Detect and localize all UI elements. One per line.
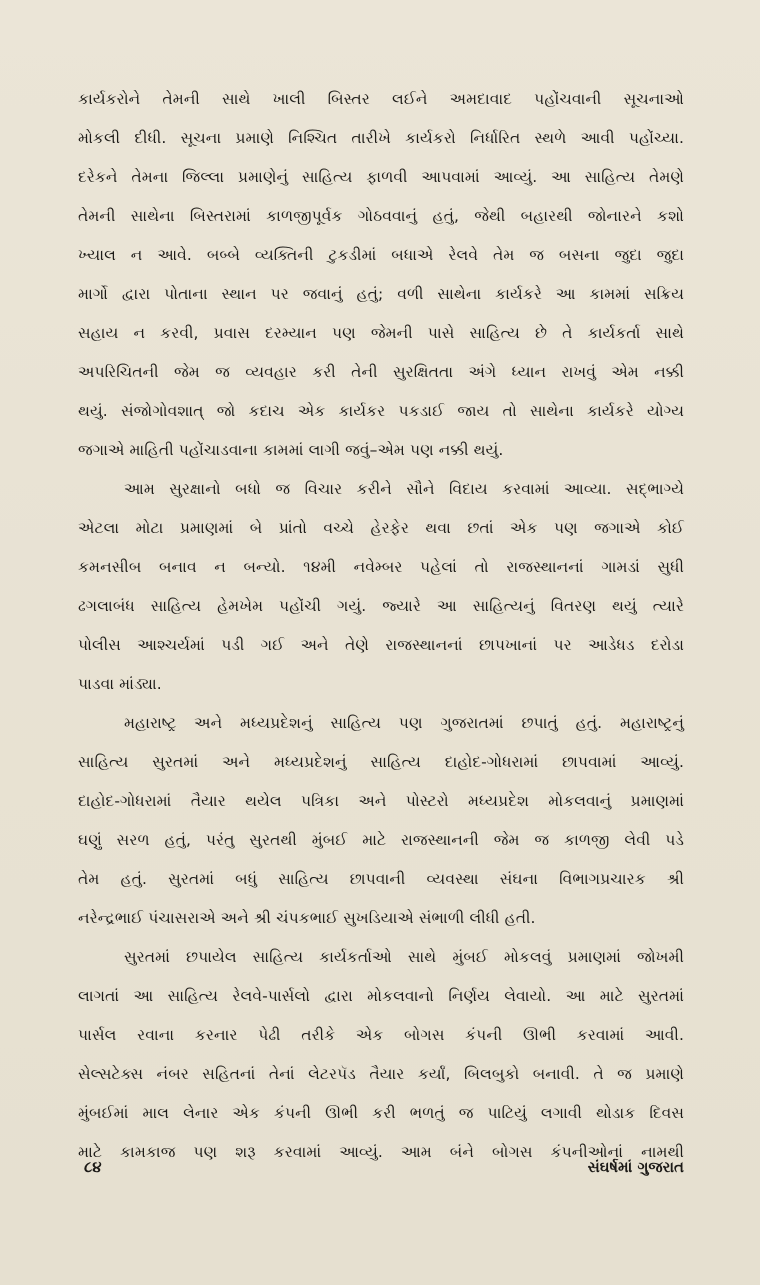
page-footer xyxy=(78,1158,684,1188)
text-line: થયું. સંજોગોવશાત્ જો કદાચ એક કાર્યકર પકડાઈ જાય તો સાથેના કાર્યકરે યોગ્ય xyxy=(78,402,684,420)
text-line: મહારાષ્ટ્ર અને મધ્યપ્રદેશનું સાહિત્ય પણ ગુજરાતમાં છપાતું હતું. મહારાષ્ટ્રનું xyxy=(124,714,684,732)
text-line: જગાએ માહિતી પહોંચાડવાના કામમાં લાગી જવું–એમ પણ નક્કી થયું. xyxy=(78,441,504,459)
text-line: દરેકને તેમના જિલ્લા પ્રમાણેનું સાહિત્ય ફાળવી આપવામાં આવ્યું. આ સાહિત્ય તેમણે xyxy=(78,168,684,186)
body-text xyxy=(78,80,684,1172)
text-line: ઢગલાબંધ સાહિત્ય હેમખેમ પહોંચી ગયું. જ્યારે આ સાહિત્યનું વિતરણ થયું ત્યારે xyxy=(78,597,684,615)
text-line: ઘણું સરળ હતું, પરંતુ સુરતથી મુંબઈ માટે રાજસ્થાનની જેમ જ કાળજી લેવી પડે xyxy=(78,831,684,849)
text-line: આમ સુરક્ષાનો બધો જ વિચાર કરીને સૌને વિદાય કરવામાં આવ્યા. સદ્ભાગ્યે xyxy=(124,480,684,498)
text-line: મોકલી દીધી. સૂચના પ્રમાણે નિશ્ચિત તારીખે કાર્યકરો નિર્ધારિત સ્થળે આવી પહોંચ્યા. xyxy=(78,129,684,147)
text-line: લાગતાં આ સાહિત્ય રેલવે-પાર્સલો દ્વારા મોકલવાનો નિર્ણય લેવાયો. આ માટે સુરતમાં xyxy=(78,987,684,1005)
text-line: સુરતમાં છપાયેલ સાહિત્ય કાર્યકર્તાઓ સાથે મુંબઈ મોકલવું પ્રમાણમાં જોખમી xyxy=(124,948,684,966)
text-line: તેમની સાથેના બિસ્તરામાં કાળજીપૂર્વક ગોઠવવાનું હતું, જેથી બહારથી જોનારને કશો xyxy=(78,207,684,225)
page-number: ૮૪ xyxy=(84,1158,102,1176)
text-line: કમનસીબ બનાવ ન બન્યો. ૧૪મી નવેમ્બર પહેલાં તો રાજસ્થાનનાં ગામડાં સુધી xyxy=(78,558,684,576)
text-line: પાડવા માંડ્યા. xyxy=(78,675,162,693)
text-line: સહાય ન કરવી, પ્રવાસ દરમ્યાન પણ જેમની પાસે સાહિત્ય છે તે કાર્યકર્તા સાથે xyxy=(78,324,684,342)
book-title: સંઘર્ષમાં ગુજરાત xyxy=(587,1158,684,1176)
text-line: સાહિત્ય સુરતમાં અને મધ્યપ્રદેશનું સાહિત્ય દાહોદ-ગોધરામાં છાપવામાં આવ્યું. xyxy=(78,753,684,771)
text-line: મુંબઈમાં માલ લેનાર એક કંપની ઊભી કરી ભળતું જ પાટિયું લગાવી થોડાક દિવસ xyxy=(78,1104,684,1122)
text-line: ખ્યાલ ન આવે. બબ્બે વ્યક્તિની ટુકડીમાં બધાએ રેલવે તેમ જ બસના જુદા જુદા xyxy=(78,246,684,264)
text-line: દાહોદ-ગોધરામાં તૈયાર થયેલ પત્રિકા અને પોસ્ટરો મધ્યપ્રદેશ મોકલવાનું પ્રમાણમાં xyxy=(78,792,684,810)
text-line: પોલીસ આશ્ચર્યમાં પડી ગઈ અને તેણે રાજસ્થાનનાં છાપખાનાં પર આડેધડ દરોડા xyxy=(78,636,684,654)
text-line: પાર્સલ રવાના કરનાર પેઢી તરીકે એક બોગસ કંપની ઊભી કરવામાં આવી. xyxy=(78,1026,684,1044)
text-line: તેમ હતું. સુરતમાં બધું સાહિત્ય છાપવાની વ્યવસ્થા સંઘના વિભાગપ્રચારક શ્રી xyxy=(78,870,684,888)
text-line: નરેન્દ્રભાઈ પંચાસરાએ અને શ્રી ચંપકભાઈ સુખડિયાએ સંભાળી લીધી હતી. xyxy=(78,909,536,927)
text-line: માટે કામકાજ પણ શરૂ કરવામાં આવ્યું. આમ બંને બોગસ કંપનીઓનાં નામથી xyxy=(78,1143,684,1161)
text-line: અપરિચિતની જેમ જ વ્યવહાર કરી તેની સુરક્ષિતતા અંગે ધ્યાન રાખવું એમ નક્કી xyxy=(78,363,684,381)
text-line: કાર્યકરોને તેમની સાથે ખાલી બિસ્તર લઈને અમદાવાદ પહોંચવાની સૂચનાઓ xyxy=(78,90,684,108)
text-line: એટલા મોટા પ્રમાણમાં બે પ્રાંતો વચ્ચે હેરફેર થવા છતાં એક પણ જગાએ કોઈ xyxy=(78,519,684,537)
text-line: માર્ગો દ્વારા પોતાના સ્થાન પર જવાનું હતું; વળી સાથેના કાર્યકરે આ કામમાં સક્રિય xyxy=(78,285,684,303)
text-line: સેલ્સટેક્સ નંબર સહિતનાં તેનાં લેટરપૅડ તૈયાર કર્યાં, બિલબુકો બનાવી. તે જ પ્રમાણે xyxy=(78,1065,684,1083)
